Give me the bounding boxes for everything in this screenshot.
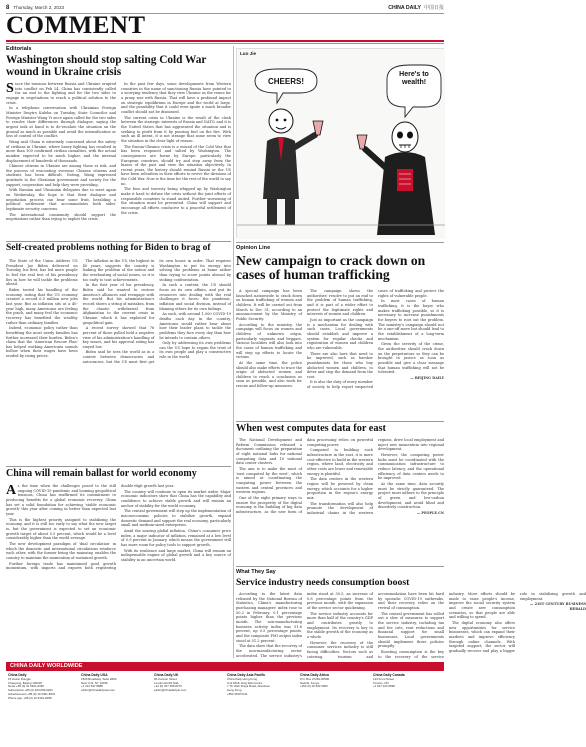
paragraph: The country will continue to open its market wider. Major economic indicators show that China has the capability and confidence to achieve stable growth and will remain an anchor of stability for the world economy. [121,489,231,508]
paragraph: Boosting consumption is the key to the recovery of the service industry. More efforts should be made to raise people's income, improve the social security system and create new consumption scenarios, so that people are able and willing to spend. [378,592,515,659]
paragraph: The current crisis in Ukraine is the result of the clash between the strategic interests of Russia and NATO, and it is the United States that has aggravated the situation and is seeking to profit from it by pouring fuel on the fire. With such an ill intent, it is not strange that some seem to view the situation in the clear light of reason. [121,115,231,143]
footer-office-line: P.O. Box 27281-00506, [300,676,330,681]
divider [236,242,444,243]
footer-office-line: +1 212 537 8888 [81,684,103,689]
footer-office-line: 1500 Broadway, Suite 2800, [81,676,118,681]
paragraph: One of the eight primary ways to ensure the prosperity of the digital economy is the building of big data infrastructure, as the new form of data processing relies on powerful computing power. [236,438,373,514]
paragraph: In most cases of human trafficking, it is the buyer who makes trafficking possible, so it is necessary to increase punishments for buyers to root out the problem. The ministry's campaign should not be a one-off move but should lead to the establishment of a long-term mechanism. [378,299,444,341]
what-they-say-kicker: What They Say [236,569,276,575]
footer-office-line: editor@chinadailyuk.com [154,688,187,693]
paragraph: The campaign shows the authorities' resolve to put an end to the problem of human trafficking, and it is part of a wider effort to protect the legitimate rights and interests of women and children. [307,289,373,317]
footer-office-line: +44 (0) 207 398 8270 [154,684,182,689]
footer-office [227,674,294,697]
paragraph: The international community should support the negotiations rather than trying to exploit the crisis. [6,212,116,222]
editorial-lead-headline: Washington should stop salting Cold War wound in Ukraine crisis [6,54,207,78]
paragraph: Given the severity of the crime, the authorities should crack down on the perpetrators so they can be brought to justice as soon as possible and give a clear message that human trafficking will not be tolerated. [378,342,444,375]
paragraph: Biden said he sees the world as in a contest between democracies and autocracies, but the US must first get its own house in order. That requires Washington to put its energy into solving the problems at home rather than trying to score points abroad by stoking confrontation. [82,259,231,364]
footer-office-line: China Daily Hong Kong [227,676,258,681]
footer-office-line: 7 Tin Wan Praya Road, Aberdeen [227,684,270,689]
footer-office-line: +852 2518 5111 [227,691,248,696]
footer-office-line: Advertisement +86 (0) 10 6491-8631 [8,691,56,696]
editorial-third-body [6,484,231,659]
paragraph: The service industry accounts for more than half of the country's GDP and contributes greatly to employment. Its recovery is key to the stable growth of the economy as a whole. [307,611,373,639]
footer-office-line: Nairobi, Kenya [300,680,319,685]
speech-text-left: CHEERS! [267,77,305,86]
cartoon-illustration [237,49,445,239]
paragraph: A recent survey showed that 76 percent of those polled held a negative view of his administration's handling of key issues, and his approval rating has stayed low. [82,326,155,349]
paragraph: The new development paradigm of 'dual circulation' in which the domestic and international circulations reinforce each other, with the former being the mainstay, enables the country to maintain the momentum of sustained growth. [6,541,116,560]
page-number: 8 [6,4,10,11]
footer-office-line: London EC4N 6HA [154,680,179,685]
paragraph: According to the ministry, the campaign will focus on women and children of unknown origin, particularly vagrants and beggars. Various localities will also look into the cases of human trafficking and will step up efforts to locate the victims. [236,322,302,360]
paragraph: There are also laws that need to be improved, such as harsher punishments for those who buy abducted women and children, to deter and stop the demand from the root. [307,351,373,379]
paragraph: The central government will step up the implementation of macroeconomic policies to stabilize growth, expand domestic demand and support the real economy, particularly small and medium-sized enterprises. [121,509,231,528]
speech-text-right: Here's to wealth! [399,71,429,86]
footer-office-line: Chaoyang, Beijing 100029 [8,680,42,685]
opinion-lead-body [236,289,444,418]
byline: — 21ST CENTURY BUSINESS HERALD [530,602,586,611]
paragraph: The four and travesty being whipped up by Washington make it hard to defuse the crisis without the joint efforts of responsible countries to stand united. Further worsening of the situation must be prevented. China will support and encourage all efforts conducive to a peaceful settlement of the crisis. [121,187,231,215]
paragraph: The National Development and Reform Commission released a document outlining the preparation of eight national hubs for national computing data and 10 national data center clusters. [236,438,302,466]
brand-name-chinese: 中国日报 [423,5,444,11]
footer-office-line: Subscription +86 (0) 400-699-0203 [8,688,53,693]
editorial-second-body [6,259,231,462]
paragraph: In a telephone conversation with Ukrainian Foreign Minister Dmytro Kuleba on Tuesday, State Councilor and Foreign Minister Wang Yi once again called for the two sides to resolve their differences through dialogue, saying the urgent task at hand is to de-escalate the situation on the ground as much as possible and avoid the intensification or loss of control of the conflict. [6,106,116,139]
paragraph: Just as important as the campaign is a mechanism for dealing with such cases. Local governments should establish and improve a system for regular checks and registration of women and children who are vulnerable. [307,317,373,350]
paragraph: At the same time, the police should also make efforts to trace the origin of abducted women and children to reach a conclusion as soon as possible, and also work for rescue and follow-up measures. [236,360,303,389]
paragraph: Chinese citizens in Ukraine are among those at risk, and the process of evacuating overseas Chinese citizens and students has been difficult. Noting, Wang expressed gratitude to the Ukrainian government and society for the support, cooperation and help they were providing. [6,164,116,187]
footer-office-heading: China Daily [8,673,27,677]
footer-office-heading: China Daily Canada [373,673,405,677]
publication-date: Thursday, March 2, 2023 [13,5,65,10]
dropcap: S [6,80,14,96]
footer-office-heading: China Daily Africa [300,673,329,677]
footer-office [154,674,221,693]
dropcap: A [6,482,17,498]
paragraph: Compared to building such infrastructure in the east, it is more cost-effective to build in the western region, where land, electricity and other costs are lower and renewable energy is plentiful. [307,448,373,476]
byline: — BEIJING DAILY [410,375,444,380]
footer-office-line: +1 647 343 0838 [373,684,395,689]
paragraph: Wang said China is extremely concerned about the safety of civilians in Ukraine, where heavy fighting has resulted in more than 100 confirmed civilian casualties, with the actual number expected to be much higher, and the internal displacement of hundreds of thousands. [6,139,116,163]
page-footer [6,662,444,746]
footer-office-line: 90 Cannon Street, [154,676,178,681]
footer-office-line: 123 Front Street, [373,676,395,681]
section-title: COMMENT [6,12,146,39]
column-divider [233,46,234,658]
footer-office [8,674,75,701]
opinion-second-body [236,438,444,563]
paragraph: However, the computing power hubs must be coordinated with the communication infrastructure to reduce latency, and the operational efficiency of data centers needs to be improved. [378,452,444,481]
paragraph: With its resilience and large market, China will remain an indispensable engine of global growth and a key source of stability in an uncertain world. [121,548,231,562]
opinion-lead-headline: New campaign to crack down on cases of human trafficking [236,253,426,283]
paragraph: The Russia-Ukraine crisis is a wound of the Cold War that has been reopened and salted by Washington. The consequences are borne by Europe, particularly the European countries, should try and step away from the biases of the past and view the situation objectively. In recent years, the history should remind Russia or the US have been relentless in their efforts to revive the divisions of the Cold War. Now is the time for the rest of the world to say no. [121,144,231,186]
footer-office-line: New York, NY 10036 [81,680,108,685]
footer-office [300,674,367,689]
editorial-third-headline: China will remain ballast for world economy [6,468,197,479]
footer-bar: CHINA DAILY WORLDWIDE [6,662,444,671]
section-rule [6,40,444,42]
footer-office-heading: China Daily UK [154,673,179,677]
byline: — PEOPLE.CN [416,510,444,515]
paragraph: According to the latest data released by the National Bureau of Statistics, China's manufacturing purchasing managers' index rose to 50.2 in February, 0.1 percentage points higher than the previous month. The non-manufacturing business activity index was 51.6 percent, up 0.5 percentage points, and the composite PMI output index stood at 51.2 percent. [236,592,302,643]
paragraph: This is the highest priority assigned to stabilizing the economy, and it is still too early to say what the new target is, but the government is expected to set an economic growth target of about 5.5 percent, which would be a level considerably higher than the world average. [6,517,116,541]
paragraph: The inflation in the US, the highest in 40 years, suggests the country is leaking the problem of the nation and the overheating of social issues, so it is too early to tout achievements. [82,259,155,282]
footer-office-line: Phone app: +86 (0) 10 6491-0088 [8,695,52,700]
paragraph: Amid the soaring global inflation, China's consumer price index, a major indicator of inflation, remained at a low level of 0.9 percent in January, which means the government still has more room for policy tools to support growth. [121,528,231,547]
divider [236,421,444,422]
divider [6,241,231,242]
divider [236,566,444,567]
footer-office-line: News +86 (0) 10 6491-8366 [8,684,44,689]
editorial-lead-paragraph: Since the tensions between Russia and Ukraine erupted into conflict on Feb 24, China has consistently called for an end to the fighting and for the two sides to engage in negotiations to reach a political solution to the crisis. [6,80,116,105]
editorial-second-headline: Self-created problems nothing for Biden to brag of [6,243,211,253]
paragraph: The transformation will also help promote the development of industrial chains in the western regions, drive local employment and inject new momentum into regional development. [307,438,444,515]
footer-office-line: 15 Huixin Dongjie, [8,676,32,681]
paragraph: A special campaign has been launched nationwide to crack down on human trafficking of women and children. It will be carried out from March to Dec 31, according to an announcement by the Ministry of Public Security. [236,289,302,321]
footer-office-line: editor@chinadailyusa.com [81,688,115,693]
paragraph: The State of the Union Address US President Joe Biden delivered on Tuesday, his first, has led more people to feel the real test of his presidency lies in how he will tackle the problems ahead. [6,259,78,287]
paragraph: Biden touted his handling of the economy, noting that the US economy created a record 6.5 million new jobs last year. But as inflation sits at a 40-year high, many Americans are feeling the pinch, and many feel the economic recovery has benefited the wealthy rather than ordinary families. [6,287,78,325]
paragraph: In the first year of his presidency, Biden said he wanted to restore America's alliances and reengage with the world. But his administration's record shows a string of mistakes, from the chaotic withdrawal from Afghanistan to the current crisis in Ukraine, which it has exploited for geopolitical gain. [82,283,155,325]
brand-name: CHINA DAILY [388,4,421,11]
editorial-lead-body [6,82,231,237]
paragraph: Indeed, economic policy rather than benefiting the most needy families has further increased their burden. Biden's claim that the 'American Rescue Plan' has helped working Americans sounds hollow when their wages have been eroded by rising prices. [6,326,78,359]
opinion-second-headline: When west computes data for east [236,423,386,434]
paragraph: As such, with around 1,000 COVID-19 deaths each day in the country, Americans would rather hear about how their leader plans to tackle the problems they face every day than how he intends to contain others. [159,312,231,340]
editorial-cartoon [236,48,444,238]
paragraph: It is also the duty of every member of society to help report suspected cases of trafficking and protect the rights of vulnerable people. [307,289,444,390]
footer-office-line: Toronto, ON [373,680,389,685]
paragraph: In such a context, the US should focus on its own affairs, and put its resources into dealing with the real challenges it faces: the pandemic, inflation and social division, instead of blaming others for its own failings. [159,283,231,311]
paragraph: However, the recovery of the consumer services industry is still facing difficulties. Sectors such as catering, tourism and accommodation have been hit hard by sporadic COVID-19 outbreaks, and their recovery relies on the revival of consumption. [307,592,444,659]
paragraph: The central government has rolled out a slew of measures to support the service industry, including tax and fee cuts, rent reductions and financial support for small businesses. Local governments should implement these policies promptly. [378,611,444,649]
footer-office [373,674,440,689]
what-they-say-headline: Service industry needs consumption boost [236,577,410,588]
paragraph: With Russian and Ukrainian delegates due to meet again on Wednesday, the hope is that their dialogue and negotiation process can bear some fruit, heralding a political settlement that accommodates both sides' legitimate security concerns. [6,188,116,212]
divider [6,466,231,467]
paragraph: The digital economy also offers new opportunities for service businesses, which can expand their markets and improve efficiency through online channels. With targeted support, the sector will gradually recover and play a bigger role in stabilizing growth and employment. [449,592,586,653]
editorial-third-paragraph: As the time when the challenges posed to the still ongoing COVID-19 pandemic and looming geopolitical tensions, China has reaffirmed its commitment to producing benefits for a global economic recovery. China has set a solid foundation for achieving 'stable economic growth' this year after coming in better than expected last year. [6,482,116,516]
paragraph: Only by addressing its own problems can the US hope to regain the trust of its own people and play a constructive role in the world. [159,341,231,360]
what-they-say-body [236,592,586,660]
paragraph: At the same time, data security must be strictly guaranteed. The project must adhere to the principle of green and low-carbon development, and avoid blind and disorderly construction. [378,481,444,510]
footer-office-line: Hong Kong [227,688,242,693]
editorials-kicker: Editorials [6,46,32,52]
footer-office-heading: China Daily Asia Pacific [227,673,266,677]
footer-office [81,674,148,693]
footer-office-line: Unit 1818, Hing Wai Centre, [227,680,263,685]
paragraph: In the past few days, some developments from Western countries in the name of sanctioning Russia have pointed to a worrying tendency that they view Ukraine as the venue for a proxy war with Russia. That will have a profound impact on strategic equilibrium in Europe and the world at large, and the possibility that it could even ignite a much broader conflict should not be dismissed. [121,82,231,114]
paragraph: The data centers in the western region will be powered by clean energy, which accounts for a higher proportion in the region's energy mix. [307,477,373,500]
footer-office-heading: China Daily USA [81,673,108,677]
paragraph: Further foreign trade has maintained good growth momentum, with imports and exports both registering double-digit growth last year. [6,484,175,571]
opinion-kicker: Opinion Line [236,245,271,251]
footer-office-line: +254 (0) 20 692 0900 [300,684,328,689]
section-rule-thin [6,43,444,44]
paragraph: The aim is to make the most of 'east computed by the west', which is aimed at coordinating the computing power between the eastern and central provinces and western regions. [236,466,302,495]
cartoon-credit: Luo Jie [240,51,257,56]
paragraph: The data show that the recovery of the non-manufacturing sector accelerated. The service industry's index stood at 50.5, an increase of 0.8 percentage points from the previous month, with the expansion of the service sector quickening. [236,592,373,658]
